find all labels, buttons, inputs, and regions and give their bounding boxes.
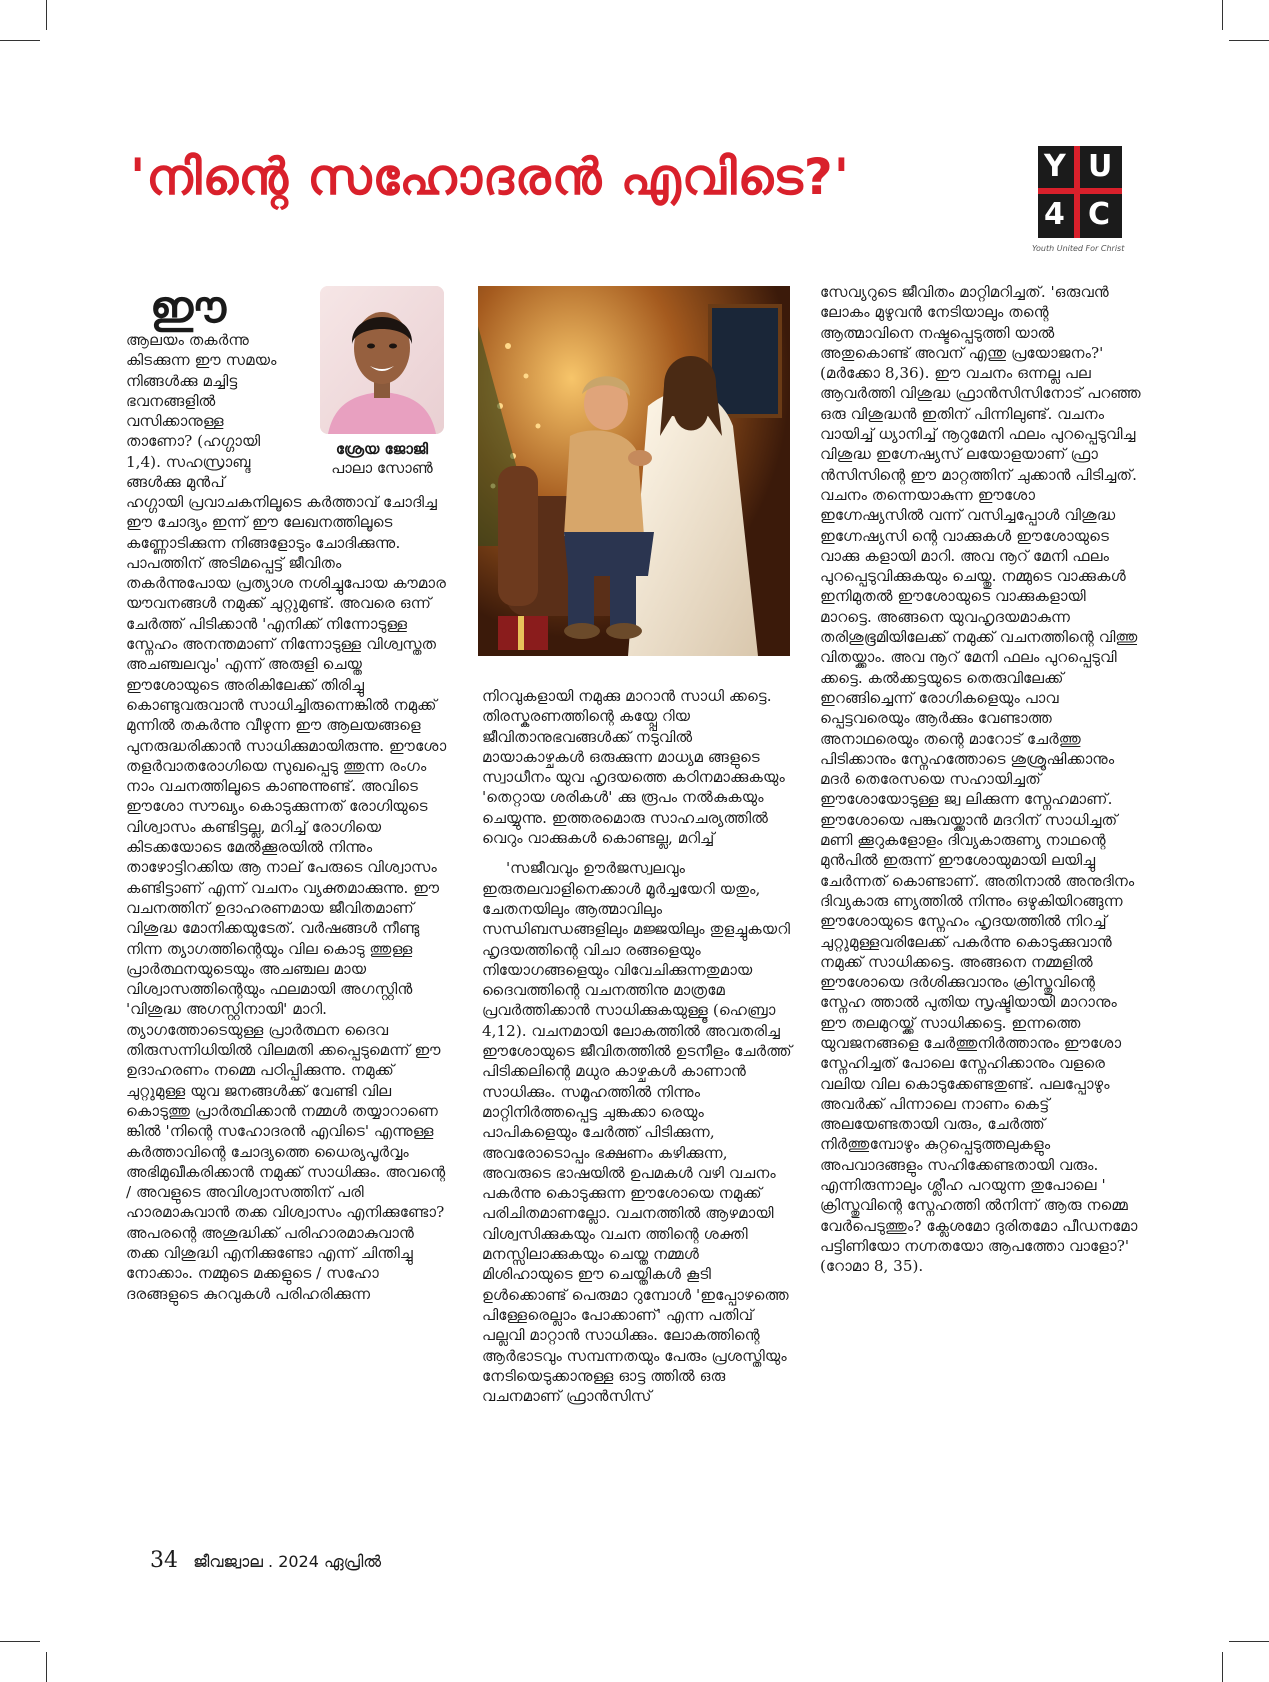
- paragraph: ഹഗ്ഗായി പ്രവാചകനിലൂടെ കർത്താവ് ചോദിച്ച ഈ ചോദ്യം ഇന്ന് ഈ ലേഖനത്തിലൂടെ കണ്ണോടിക്കുന്ന നിങ്ങളോടും ചോദിക്കുന്നു. പാപത്തിന് അടിമപ്പെട്ട് ജീവിതം തകർന്നുപോയ പ്രത്യാശ നശിച്ചുപോയ കൗമാര യൗവനങ്ങൾ നമുക്ക് ചുറ്റുമുണ്ട്. അവരെ ഒന്ന് ചേർത്ത് പിടിക്കാൻ 'എനിക്ക് നിന്നോടുള്ള സ്നേഹം അനന്തമാണ് നിന്നോടുള്ള വിശ്വസ്തത അചഞ്ചലവും' എന്ന് അരുളി ചെയ്ത ഈശോയുടെ അരികിലേക്ക് തിരിച്ചു കൊണ്ടുവരുവാൻ സാധിച്ചിരുന്നെങ്കിൽ നമുക്ക് മുന്നിൽ തകർന്നു വീഴുന്ന ഈ ആലയങ്ങളെ പുനരുദ്ധരിക്കാൻ സാധിക്കുമായിരുന്നു. ഈശോ തളർവാതരോഗിയെ സുഖപ്പെടു ത്തുന്ന രംഗം നാം വചനത്തിലൂടെ കാണുന്നുണ്ട്. അവിടെ ഈശോ സൗഖ്യം കൊടുക്കുന്നത് രോഗിയുടെ വിശ്വാസം കണ്ടിട്ടല്ല, മറിച്ച് രോഗിയെ കിടക്കയോടെ മേൽക്കൂരയിൽ നിന്നും താഴോട്ടിറക്കിയ ആ നാല് പേരുടെ വിശ്വാസം കണ്ടിട്ടാണ് എന്ന് വചനം വ്യക്തമാക്കുന്നു. ഈ വചനത്തിന് ഉദാഹരണമായ ജീവിതമാണ് വിശുദ്ധ മോനിക്കയുടേത്. വർഷങ്ങൾ നീണ്ടു നിന്ന ത്യാഗത്തിന്റെയും വില കൊടു ത്തുള്ള പ്രാർത്ഥനയുടെയും അചഞ്ചല മായ വിശ്വാസത്തിന്റെയും ഫലമായി അഗസ്റ്റിൻ 'വിശുദ്ധ അഗസ്റ്റിനായി' മാറി. ത്യാഗത്തോടെയുള്ള പ്രാർത്ഥന ദൈവ തിരുസന്നിധിയിൽ വിലമതി ക്കപ്പെടുമെന്ന് ഈ ഉദാഹരണം നമ്മെ പഠിപ്പിക്കുന്നു. നമുക്ക് ചുറ്റുമുള്ള യുവ ജനങ്ങൾക്ക് വേണ്ടി വില കൊടുത്തു പ്രാർത്ഥിക്കാൻ നമ്മൾ തയ്യാറാണെ ങ്കിൽ 'നിന്റെ സഹോദരൻ എവിടെ' എന്നുള്ള കർത്താവിന്റെ ചോദ്യത്തെ ധൈര്യപൂർവ്വം അഭിമുഖീകരിക്കാൻ നമുക്ക് സാധിക്കും. അവന്റെ / അവളുടെ അവിശ്വാസത്തിന് പരി ഹാരമാകുവാൻ തക്ക വിശ്വാസം എനിക്കുണ്ടോ? അപരന്റെ അശുദ്ധിക്ക് പരിഹാരമാകുവാൻ തക്ക വിശുദ്ധി എനിക്കുണ്ടോ എന്ന് ചിന്തിച്ചു നോക്കാം. നമ്മുടെ മക്കളുടെ / സഹോ ദരങ്ങളുടെ കുറവുകൾ പരിഹരിക്കുന്ന: [126, 493, 447, 1303]
- logo-letter: Y: [1044, 149, 1066, 184]
- logo-letter: U: [1088, 149, 1113, 184]
- jesus-comforting-youth-illustration: [478, 286, 790, 656]
- page-footer: [150, 1548, 381, 1573]
- logo-tagline: Youth United For Christ: [1032, 244, 1125, 253]
- paragraph: ആലയം തകർന്നു കിടക്കുന്ന ഈ സമയം നിങ്ങൾക്കു മച്ചിട്ട ഭവനങ്ങളിൽ വസിക്കാനുള്ള താണോ? (ഹഗ്ഗായി 1,4). സഹസ്രാബ്ദ ങ്ങൾക്കു മുൻപ്: [126, 331, 277, 492]
- logo-letter: C: [1088, 197, 1111, 232]
- article-title: 'നിന്റെ സഹോദരൻ എവിടെ?': [130, 148, 851, 206]
- crop-mark: [1222, 0, 1223, 30]
- crop-mark: [1229, 40, 1269, 41]
- logo-cross-bar: [1038, 188, 1122, 194]
- column-1-body: [126, 492, 448, 1304]
- crop-mark: [0, 40, 40, 41]
- yu4c-logo: [1028, 142, 1138, 256]
- author-byline: [320, 440, 444, 478]
- paragraph: നിറവുകളായി നമുക്കു മാറാൻ സാധി ക്കട്ടെ. തിരസ്കരണത്തിന്റെ കയ്പ്പേ റിയ ജീവിതാനുഭവങ്ങൾക്ക് നടുവിൽ മായാകാഴ്ചകൾ ഒരുക്കുന്ന മാധ്യമ ങ്ങളുടെ സ്വാധീനം യുവ ഹൃദയത്തെ കഠിനമാക്കുകയും 'തെറ്റായ ശരികൾ' ക്കു രൂപം നൽകുകയും ചെയ്യുന്നു. ഇത്തരമൊരു സാഹചര്യത്തിൽ വെറും വാക്കുകൾ കൊണ്ടല്ല, മറിച്ച്: [482, 687, 785, 848]
- column-1-intro: [126, 330, 286, 492]
- logo-letter: 4: [1044, 197, 1065, 232]
- author-name: ശ്രേയ ജോജി: [335, 440, 429, 458]
- magazine-issue: ജീവജ്വാല . 2024 ഏപ്രിൽ: [193, 1552, 382, 1571]
- author-zone: പാലാ സോൺ: [331, 459, 433, 477]
- column-3-body: [820, 282, 1142, 1277]
- crop-mark: [1222, 1652, 1223, 1682]
- paragraph: 'സജീവവും ഊർജസ്വലവും ഇരുതലവാളിനെക്കാൾ മൂർച്ചയേറി യതും, ചേതനയിലും ആത്മാവിലും സന്ധിബന്ധങ്ങളിലും മജ്ജയിലും തുളച്ചുകയറി ഹൃദയത്തിന്റെ വിചാ രങ്ങളെയും നിയോഗങ്ങളെയും വിവേചിക്കുന്നതുമായ ദൈവത്തിന്റെ വചനത്തിനു മാത്രമേ പ്രവർത്തിക്കാൻ സാധിക്കുകയുള്ളൂ (ഹെബ്രാ 4,12). വചനമായി ലോകത്തിൽ അവതരിച്ച ഈശോയുടെ ജീവിതത്തിൽ ഉടനീളം ചേർത്ത് പിടിക്കലിന്റെ മധുര കാഴ്ചകൾ കാണാൻ സാധിക്കും. സമൂഹത്തിൽ നിന്നും മാറ്റിനിർത്തപ്പെട്ട ചുങ്കക്കാ രെയും പാപികളെയും ചേർത്ത് പിടിക്കുന്ന, അവരോടൊപ്പം ഭക്ഷണം കഴിക്കുന്ന, അവരുടെ ഭാഷയിൽ ഉപമകൾ വഴി വചനം പകർന്നു കൊടുക്കുന്ന ഈശോയെ നമുക്ക് പരിചിതമാണല്ലോ. വചനത്തിൽ ആഴമായി വിശ്വസിക്കുകയും വചന ത്തിന്റെ ശക്തി മനസ്സിലാക്കുകയും ചെയ്ത നമ്മൾ മിശിഹായുടെ ഈ ചെയ്തികൾ കൂടി ഉൾക്കൊണ്ട് പെരുമാ റുമ്പോൾ 'ഇപ്പോഴത്തെ പിള്ളേരെല്ലാം പോക്കാണ്' എന്ന പതിവ് പല്ലവി മാറ്റാൻ സാധിക്കും. ലോകത്തിന്റെ ആർഭാടവും സമ്പന്നതയും പേരും പ്രശസ്തിയും നേടിയെടുക്കാനുള്ള ഓട്ട ത്തിൽ ഒരു വചനമാണ് ഫ്രാൻസിസ്: [482, 859, 792, 1406]
- crop-mark: [46, 1652, 47, 1682]
- crop-mark: [1229, 1641, 1269, 1642]
- crop-mark: [0, 1641, 40, 1642]
- crop-mark: [46, 0, 47, 30]
- paragraph: സേവ്യറുടെ ജീവിതം മാറ്റിമറിച്ചത്. 'ഒരുവൻ ലോകം മുഴുവൻ നേടിയാലും തന്റെ ആത്മാവിനെ നഷ്ടപ്പെടുത്തി യാൽ അതുകൊണ്ട് അവന് എന്തു പ്രയോജനം?' (മർക്കോ 8,36). ഈ വചനം ഒന്നല്ല പല ആവർത്തി വിശുദ്ധ ഫ്രാൻസിസിനോട് പറഞ്ഞ ഒരു വിശുദ്ധൻ ഇതിന് പിന്നിലുണ്ട്. വചനം വായിച്ച് ധ്യാനിച്ച് നൂറുമേനി ഫലം പുറപ്പെടുവിച്ച വിശുദ്ധ ഇഗ്നേഷ്യസ് ലയോളയാണ് ഫ്രാ ൻസിസിന്റെ ഈ മാറ്റത്തിന് ചുക്കാൻ പിടിച്ചത്. വചനം തന്നെയാകുന്ന ഈശോ ഇഗ്നേഷ്യസിൽ വന്ന് വസിച്ചപ്പോൾ വിശുദ്ധ ഇഗ്നേഷ്യസി ന്റെ വാക്കുകൾ ഈശോയുടെ വാക്കു കളായി മാറി. അവ നൂറ് മേനി ഫലം പുറപ്പെടുവിക്കുകയും ചെയ്തു. നമ്മുടെ വാക്കുകൾ ഇനിമുതൽ ഈശോയുടെ വാക്കുകളായി മാറട്ടെ. അങ്ങനെ യുവഹൃദയമാകുന്ന തരിശുഭൂമിയിലേക്ക് നമുക്ക് വചനത്തിന്റെ വിത്തു വിതയ്ക്കാം. അവ നൂറ് മേനി ഫലം പുറപ്പെടുവി ക്കട്ടെ. കൽക്കട്ടയുടെ തെരുവിലേക്ക് ഇറങ്ങിച്ചെന്ന് രോഗികളെയും പാവ പ്പെട്ടവരെയും ആർക്കും വേണ്ടാത്ത അനാഥരെയും തന്റെ മാറോട് ചേർത്തു പിടിക്കാനും സ്നേഹത്തോടെ ശുശ്രൂഷിക്കാനും മദർ തെരേസയെ സഹായിച്ചത് ഈശോയോടുള്ള ജ്വ ലിക്കുന്ന സ്നേഹമാണ്. ഈശോയെ പങ്കുവയ്ക്കാൻ മദറിന് സാധിച്ചത് മണി ക്കൂറുകളോളം ദിവ്യകാരുണ്യ നാഥന്റെ മുൻപിൽ ഇരുന്ന് ഈശോയുമായി ലയിച്ചു ചേർന്നത് കൊണ്ടാണ്. അതിനാൽ അനുദിനം ദിവ്യകാരു ണ്യത്തിൽ നിന്നും ഒഴുകിയിറങ്ങുന്ന ഈശോയുടെ സ്നേഹം ഹൃദയത്തിൽ നിറച്ച് ചുറ്റുമുള്ളവരിലേക്ക് പകർന്നു കൊടുക്കുവാൻ നമുക്ക് സാധിക്കട്ടെ. അങ്ങനെ നമ്മളിൽ ഈശോയെ ദർശിക്കുവാനും ക്രിസ്തുവിന്റെ സ്നേഹ ത്താൽ പുതിയ സൃഷ്ടിയായി മാറാനും ഈ തലമുറയ്ക്ക് സാധിക്കട്ടെ. ഇന്നത്തെ യുവജനങ്ങളെ ചേർത്തുനിർത്താനും ഈശോ സ്നേഹിച്ചത് പോലെ സ്നേഹിക്കാനും വളരെ വലിയ വില കൊടുക്കേണ്ടതുണ്ട്. പലപ്പോഴും അവർക്ക് പിന്നാലെ നാണം കെട്ട് അലയേണ്ടതായി വരും, ചേർത്ത് നിർത്തുമ്പോഴും കുറ്റപ്പെടുത്തലുകളും അപവാദങ്ങളും സഹിക്കേണ്ടതായി വരും. എന്നിരുന്നാലും ശ്ലീഹ പറയുന്ന തുപോലെ ' ക്രിസ്തുവിന്റെ സ്നേഹത്തി ൽനിന്ന് ആരു നമ്മെ വേർപെടുത്തും? ക്ലേശമോ ദുരിതമോ പീഡനമോ പട്ടിണിയോ നഗ്നതയോ ആപത്തോ വാളോ?' (റോമാ 8, 35).: [820, 283, 1141, 1276]
- column-2-body: [482, 686, 792, 1406]
- page-number: 34: [150, 1548, 178, 1573]
- author-photo: [320, 286, 444, 434]
- drop-cap: ഈ: [150, 282, 227, 333]
